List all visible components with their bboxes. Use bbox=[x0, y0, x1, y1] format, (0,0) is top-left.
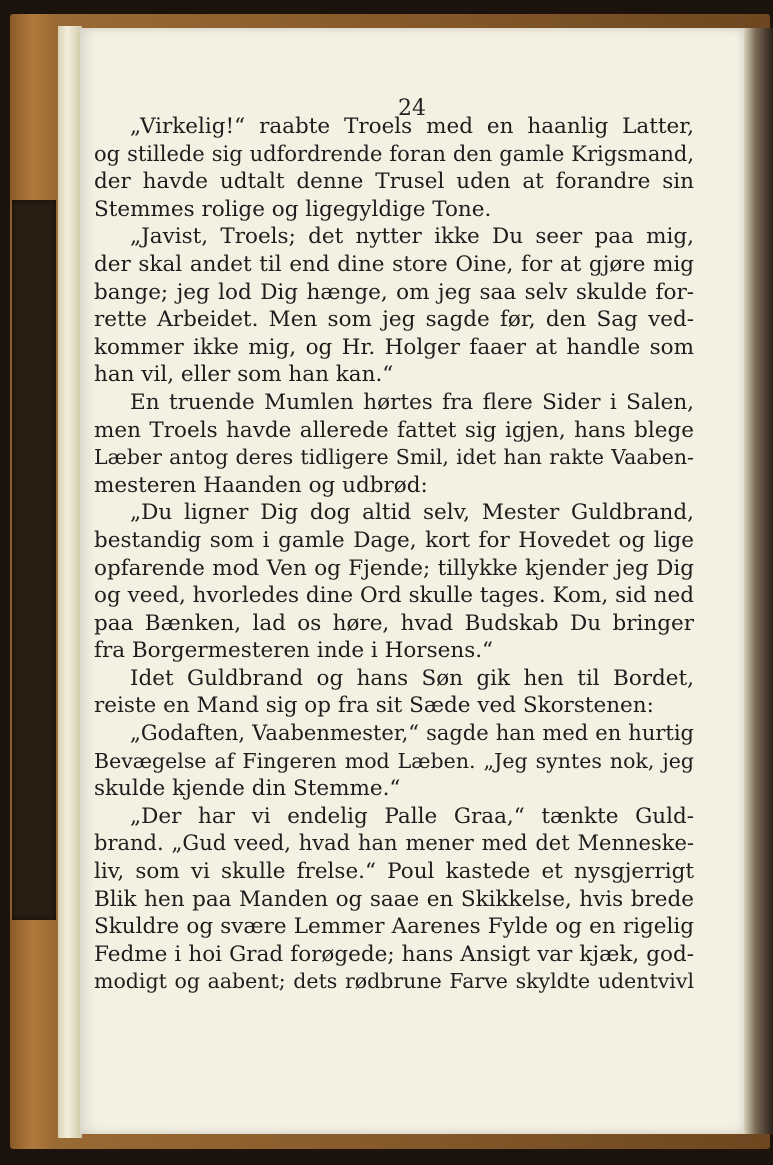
text-line: der havde udtalt denne Trusel uden at forandre sin bbox=[94, 169, 694, 195]
text-line: bestandig som i gamle Dage, kort for Hovedet og lige bbox=[94, 527, 694, 553]
text-line: Læber antog deres tidligere Smil, idet han rakte Vaaben- bbox=[94, 445, 694, 470]
text-line: mesteren Haanden og udbrød: bbox=[94, 472, 428, 498]
text-line: men Troels havde allerede fattet sig igjen, hans blege bbox=[94, 417, 694, 443]
text-line: „Du ligner Dig dog altid selv, Mester Guldbrand, bbox=[130, 500, 694, 526]
text-line: liv, som vi skulle frelse.“ Poul kastede et nysgjerrigt bbox=[94, 859, 694, 885]
text-line: han vil, eller som han kan.“ bbox=[94, 362, 394, 388]
text-line: „Godaften, Vaabenmester,“ sagde han med en hurtig bbox=[130, 721, 694, 746]
text-line: skulde kjende din Stemme.“ bbox=[94, 776, 401, 802]
text-line: En truende Mumlen hørtes fra flere Sider i Salen, bbox=[130, 389, 694, 415]
text-line: Fedme i hoi Grad forøgede; hans Ansigt var kjæk, god- bbox=[94, 941, 694, 967]
text-line: og stillede sig udfordrende foran den gamle Krigsmand, bbox=[94, 141, 694, 166]
text-line: der skal andet til end dine store Oine, for at gjøre mig bbox=[94, 251, 694, 277]
text-line: opfarende mod Ven og Fjende; tillykke kjender jeg Dig bbox=[94, 555, 694, 581]
body-text bbox=[94, 113, 694, 996]
text-line: bange; jeg lod Dig hænge, om jeg saa selv skulde for- bbox=[94, 279, 694, 305]
text-line: brand. „Gud veed, hvad han mener med det Menneske- bbox=[94, 831, 694, 856]
text-line: „Javist, Troels; det nytter ikke Du seer paa mig, bbox=[130, 224, 694, 250]
text-line: rette Arbeidet. Men som jeg sagde før, den Sag ved- bbox=[94, 307, 694, 333]
text-line: Blik hen paa Manden og saae en Skikkelse, hvis brede bbox=[94, 886, 694, 912]
text-line: fra Borgermesteren inde i Horsens.“ bbox=[94, 638, 494, 664]
text-line: „Der har vi endelig Palle Graa,“ tænkte Guld- bbox=[130, 803, 694, 829]
text-line: kommer ikke mig, og Hr. Holger faaer at handle som bbox=[94, 334, 694, 360]
text-line: og veed, hvorledes dine Ord skulle tages. Kom, sid ned bbox=[94, 583, 694, 609]
text-line: Bevægelse af Fingeren mod Læben. „Jeg syntes nok, jeg bbox=[94, 748, 694, 773]
text-line: „Virkelig!“ raabte Troels med en haanlig Latter, bbox=[130, 114, 694, 139]
page-edge bbox=[744, 28, 773, 1134]
text-line: reiste en Mand sig op fra sit Sæde ved Skorstenen: bbox=[94, 693, 654, 719]
text-line: paa Bænken, lad os høre, hvad Budskab Du bringer bbox=[94, 610, 694, 636]
text-line: Idet Guldbrand og hans Søn gik hen til Bordet, bbox=[130, 665, 694, 691]
text-line: Stemmes rolige og ligegyldige Tone. bbox=[94, 196, 492, 222]
text-line: Skuldre og svære Lemmer Aarenes Fylde og en rigelig bbox=[94, 914, 694, 940]
page-number: 24 bbox=[398, 96, 426, 121]
page-gutter bbox=[58, 26, 82, 1138]
cover-binding-strip bbox=[12, 200, 56, 920]
text-line: modigt og aabent; dets rødbrune Farve skyldte udentvivl bbox=[94, 969, 694, 994]
